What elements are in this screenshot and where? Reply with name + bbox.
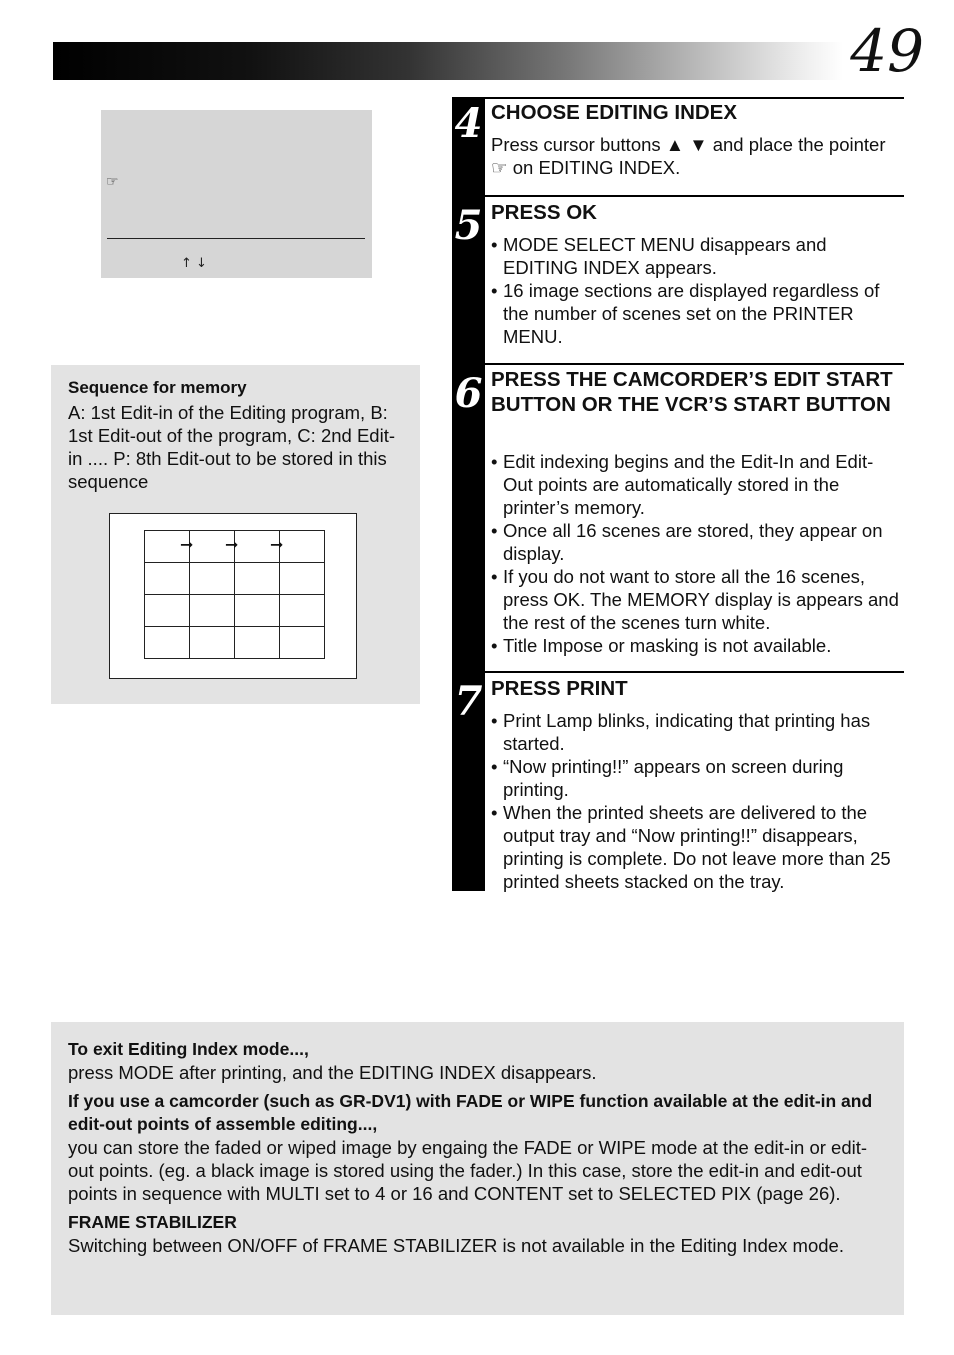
grid-cell — [280, 627, 325, 659]
step-title: PRESS OK — [491, 201, 597, 224]
right-arrow-icon: ➞ — [180, 535, 194, 554]
grid-cell — [280, 531, 325, 563]
step-text — [491, 233, 903, 348]
sequence-title: Sequence for memory — [68, 378, 247, 397]
step-divider — [485, 671, 904, 673]
up-down-arrows-icon: ↑ ↓ — [181, 256, 207, 271]
step-title: PRESS THE CAMCORDER’S EDIT START BUTTON OR THE VCR’S START BUTTON — [491, 368, 893, 416]
bullet-item: • If you do not want to store all the 16 scenes, press OK. The MEMORY display is appears and the rest of the scenes turn white. — [491, 565, 903, 634]
step-divider — [485, 195, 904, 197]
grid-cell — [235, 595, 280, 627]
bullet-item: • Once all 16 scenes are stored, they appear on display. — [491, 519, 903, 565]
bullet-item: • Edit indexing begins and the Edit-In and Edit-Out points are automatically stored in the printer’s memory. — [491, 450, 903, 519]
sequence-diagram — [109, 513, 357, 679]
note — [68, 1211, 888, 1257]
grid-cell — [235, 627, 280, 659]
grid-cell — [280, 563, 325, 595]
step-divider — [485, 97, 904, 99]
bullet-item: • Title Impose or masking is not available. — [491, 634, 903, 657]
step-text — [491, 709, 903, 893]
screen-illustration — [101, 110, 372, 278]
note — [68, 1038, 888, 1084]
grid-cell — [145, 595, 190, 627]
step-title: CHOOSE EDITING INDEX — [491, 101, 738, 124]
bullet-item: • “Now printing!!” appears on screen during printing. — [491, 755, 903, 801]
note-text: press MODE after printing, and the EDITING INDEX disappears. — [68, 1062, 597, 1083]
sequence-text: A: 1st Edit-in of the Editing program, B: 1st Edit-out of the program, C: 2nd Edit-in .... P: 8th Edit-out to be stored in this sequence — [68, 402, 395, 492]
note-text: you can store the faded or wiped image by engaing the FADE or WIPE mode at the edit-in or edit-out points. (eg. a black image is stored using the fader.) In this case, store the edit-in and edit-out points in sequence with MULTI set to 4 or 16 and CONTENT set to SELECTED PIX (page 26). — [68, 1137, 868, 1204]
bullet-item: • When the printed sheets are delivered to the output tray and “Now printing!!” disappears, printing is complete. Do not leave more than 25 printed sheets stacked on the tray. — [491, 801, 903, 893]
bullet-item: • MODE SELECT MENU disappears and EDITING INDEX appears. — [491, 233, 903, 279]
step-number: 4 — [454, 100, 483, 147]
screen-divider — [107, 238, 365, 239]
sequence-box — [51, 365, 420, 704]
grid-cell — [280, 595, 325, 627]
step-text: Press cursor buttons ▲ ▼ and place the pointer ☞ on EDITING INDEX. — [491, 134, 886, 178]
right-arrow-icon: ➞ — [270, 535, 284, 554]
header-gradient-bar — [53, 42, 843, 80]
right-arrow-icon: ➞ — [225, 535, 239, 554]
page-number: 49 — [850, 17, 924, 85]
grid-cell — [190, 563, 235, 595]
note-heading: To exit Editing Index mode..., — [68, 1039, 309, 1059]
step-divider — [485, 363, 904, 365]
grid-cell — [190, 595, 235, 627]
step-number: 6 — [454, 370, 483, 417]
notes-box — [51, 1022, 904, 1315]
step-number: 5 — [454, 202, 483, 249]
note-heading: FRAME STABILIZER — [68, 1212, 237, 1232]
note-text: Switching between ON/OFF of FRAME STABILIZER is not available in the Editing Index mode. — [68, 1235, 844, 1256]
grid-cell — [190, 627, 235, 659]
grid-cell — [145, 627, 190, 659]
note — [68, 1090, 888, 1205]
pointer-icon: ☞ — [106, 174, 119, 190]
grid-cell — [235, 563, 280, 595]
bullet-item: • 16 image sections are displayed regardless of the number of scenes set on the PRINTER MENU. — [491, 279, 903, 348]
step-title: PRESS PRINT — [491, 677, 628, 700]
bullet-item: • Print Lamp blinks, indicating that printing has started. — [491, 709, 903, 755]
step-number: 7 — [454, 678, 483, 725]
note-heading: If you use a camcorder (such as GR-DV1) with FADE or WIPE function available at the edit-in and edit-out points of assemble editing..., — [68, 1091, 873, 1134]
grid-cell — [145, 563, 190, 595]
step-text — [491, 450, 903, 657]
